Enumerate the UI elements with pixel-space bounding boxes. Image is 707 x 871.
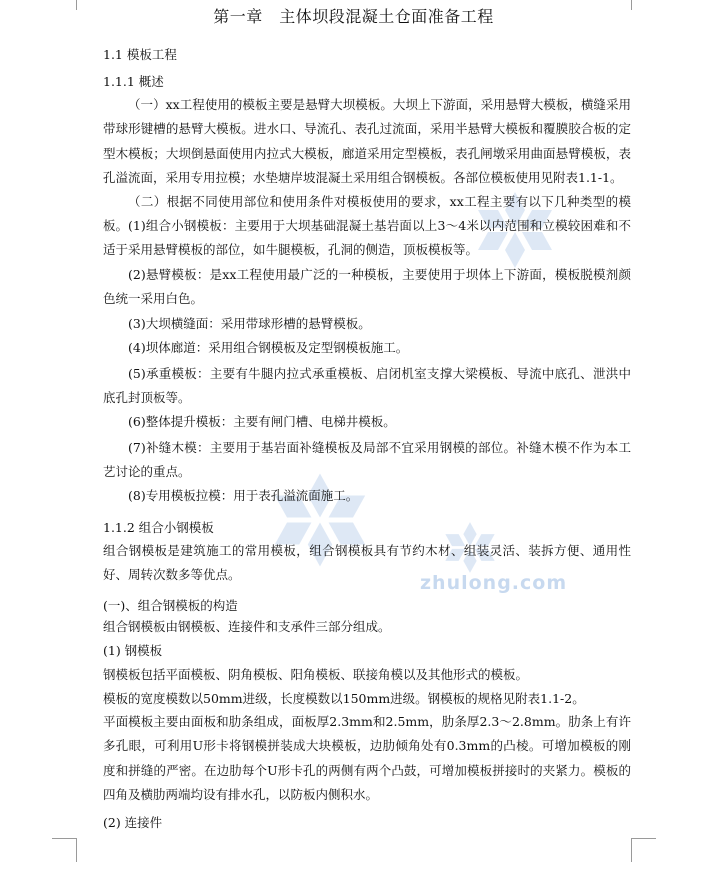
section-heading-1-1-1: 1.1.1 概述	[103, 74, 164, 89]
subheading-steel-form: (1) 钢模板	[103, 643, 163, 658]
section-heading-1-1: 1.1 模板工程	[103, 47, 177, 62]
list-item-6: (6)整体提升模板：主要有闸门槽、电梯井模板。	[128, 414, 396, 429]
subheading-connectors: (2) 连接件	[103, 815, 163, 830]
crop-mark-bottom-left-vertical	[76, 838, 77, 862]
paragraph-2: （二）根据不同使用部位和使用条件对模板使用的要求，xx工程主要有以下几种类型的模板。	[103, 194, 631, 234]
paragraph-6: 模板的宽度模数以50mm进级，长度模数以150mm进级。钢模板的规格见附表1.1-2。	[103, 691, 585, 706]
list-item-2: (2)悬臂模板：是xx工程使用最广泛的一种模板，主要使用于坝体上下游面，模板脱模剂颜色统一采用白色。	[103, 267, 631, 307]
paragraph-3: 组合钢模板是建筑施工的常用模板，组合钢模板具有节约木材、组装灵活、装拆方便、通用性好、周转次数多等优点。	[103, 543, 631, 583]
paragraph-5: 钢模板包括平面模板、阴角模板、阳角模板、联接角模以及其他形式的模板。	[103, 667, 529, 682]
list-item-5: (5)承重模板：主要有牛腿内拉式承重模板、启闭机室支撑大梁模板、导流中底孔、泄洪中底孔封顶板等。	[103, 366, 631, 406]
subheading-structure: (一)、组合钢模板的构造	[103, 598, 238, 613]
list-item-3: (3)大坝横缝面：采用带球形槽的悬臂模板。	[128, 316, 371, 331]
crop-mark-bottom-right-horizontal	[632, 838, 656, 839]
paragraph-4: 组合钢模板由钢模板、连接件和支承件三部分组成。	[103, 619, 391, 634]
crop-mark-bottom-right-vertical	[631, 838, 632, 862]
list-item-7: (7)补缝木模：主要用于基岩面补缝模板及局部不宜采用钢模的部位。补缝木模不作为本工艺讨论的重点。	[103, 440, 631, 480]
list-item-8: (8)专用模板拉模：用于表孔溢流面施工。	[128, 488, 359, 503]
paragraph-1: （一）xx工程使用的模板主要是悬臂大坝模板。大坝上下游面，采用悬臂大模板，横缝采用带球形键槽的悬臂大模板。进水口、导流孔、表孔过流面，采用半悬臂大模板和覆膜胶合板的定型木模板；大坝倒悬面使用内拉式大模板，廊道采用定型模板，表孔闸墩采用曲面悬臂模板，表孔溢流面，采用专用拉模；水垫塘岸坡混凝土采用组合钢模板。各部位模板使用见附表1.1-1。	[103, 97, 631, 185]
paragraph-7: 平面模板主要由面板和肋条组成，面板厚2.3mm和2.5mm，肋条厚2.3～2.8mm。肋条上有许多孔眼，可利用U形卡将钢模拼装成大块模板，边肋倾角处有0.3mm的凸棱。可增加模板的刚度和拼缝的严密。在边肋每个U形卡孔的两侧有两个凸鼓，可增加模板拼接时的夹紧力。模板的四角及横肋两端均设有排水孔，以防板内侧积水。	[103, 714, 631, 802]
list-item-4: (4)坝体廊道：采用组合钢模板及定型钢模板施工。	[128, 340, 409, 355]
crop-mark-bottom-left-horizontal	[52, 838, 76, 839]
watermark-text: zhulong.com	[420, 572, 568, 594]
section-heading-1-1-2: 1.1.2 组合小钢模板	[103, 520, 214, 535]
list-item-1: (1)组合小钢模板：主要用于大坝基础混凝土基岩面以上3～4米以内范围和立模较困难和不适于采用悬臂模板的部位，如牛腿模板，孔洞的侧造，顶板模板等。	[103, 218, 631, 258]
chapter-title: 第一章 主体坝段混凝土仓面准备工程	[213, 7, 494, 26]
